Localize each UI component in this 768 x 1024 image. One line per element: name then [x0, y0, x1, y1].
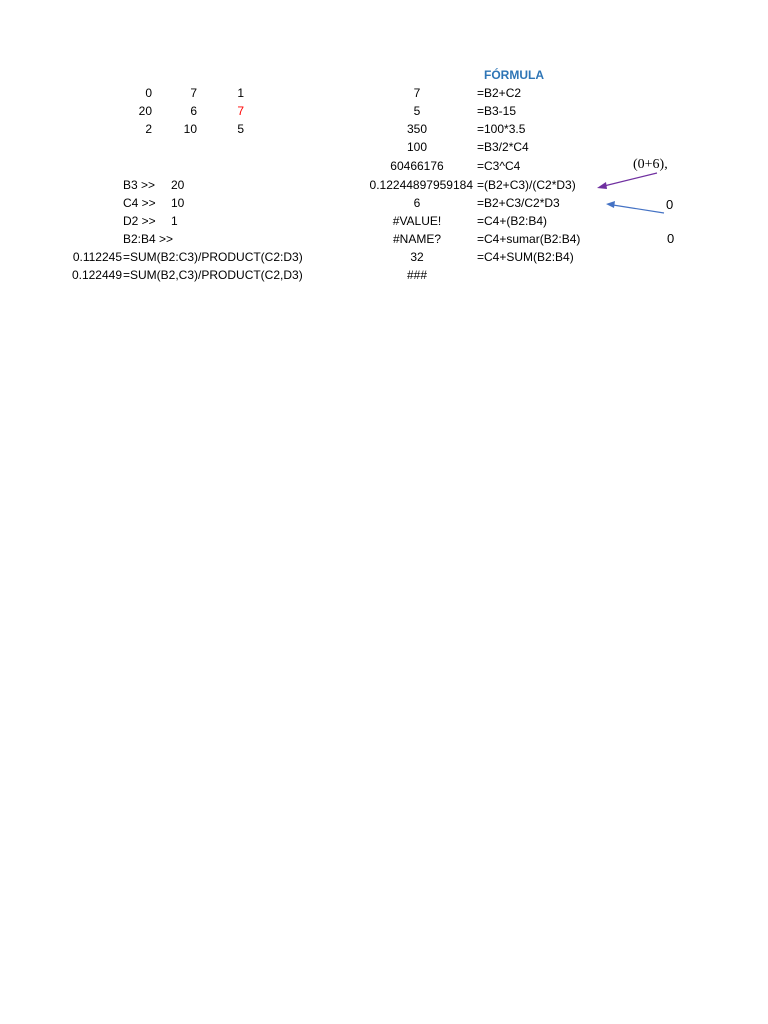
purple-arrowhead-icon	[597, 182, 607, 189]
formula-text-2[interactable]: =B3-15	[477, 104, 517, 118]
grid-cell-d2[interactable]: 1	[237, 86, 244, 100]
grid-cell-c4[interactable]: 10	[183, 122, 197, 136]
ref-label-b3[interactable]: B3 >>	[123, 178, 156, 192]
result-cell-7[interactable]: 6	[413, 196, 421, 210]
grid-cell-b2[interactable]: 0	[145, 86, 152, 100]
formula-text-10[interactable]: =C4+SUM(B2:B4)	[477, 250, 574, 264]
sum-result-1[interactable]: 0.112245	[72, 250, 122, 264]
ref-label-d2[interactable]: D2 >>	[123, 214, 156, 228]
formula-text-7[interactable]: =B2+C3/C2*D3	[477, 196, 560, 210]
ref-label-c4[interactable]: C4 >>	[123, 196, 156, 210]
grid-cell-c2[interactable]: 7	[190, 86, 197, 100]
grid-cell-d3[interactable]: 7	[237, 104, 244, 118]
result-cell-4[interactable]: 100	[406, 140, 428, 154]
result-cell-6[interactable]: 0.12244897959184	[369, 178, 473, 192]
formula-text-3[interactable]: =100*3.5	[477, 122, 526, 136]
result-cell-11[interactable]: ###	[406, 268, 428, 282]
result-cell-3[interactable]: 350	[406, 122, 428, 136]
sum-formula-1[interactable]: =SUM(B2:C3)/PRODUCT(C2:D3)	[123, 250, 303, 264]
formula-text-1[interactable]: =B2+C2	[477, 86, 522, 100]
purple-arrow-line	[604, 173, 657, 186]
result-cell-10[interactable]: 32	[410, 250, 424, 264]
ref-label-b2b4[interactable]: B2:B4 >>	[123, 232, 174, 246]
result-cell-9[interactable]: #NAME?	[392, 232, 442, 246]
blue-arrowhead-icon	[606, 201, 615, 208]
sum-formula-2[interactable]: =SUM(B2,C3)/PRODUCT(C2,D3)	[123, 268, 303, 282]
note-zero-1: 0	[666, 197, 674, 212]
ref-value-b3[interactable]: 20	[171, 178, 185, 192]
grid-cell-b4[interactable]: 2	[145, 122, 152, 136]
grid-cell-c3[interactable]: 6	[190, 104, 197, 118]
note-expression: (0+6),	[633, 157, 668, 172]
formula-text-9[interactable]: =C4+sumar(B2:B4)	[477, 232, 581, 246]
note-zero-2: 0	[667, 231, 675, 246]
ref-value-d2[interactable]: 1	[171, 214, 178, 228]
formula-column-header[interactable]: FÓRMULA	[484, 68, 544, 82]
formula-text-4[interactable]: =B3/2*C4	[477, 140, 529, 154]
formula-text-8[interactable]: =C4+(B2:B4)	[477, 214, 548, 228]
ref-value-c4[interactable]: 10	[171, 196, 185, 210]
result-cell-1[interactable]: 7	[413, 86, 421, 100]
formula-text-5[interactable]: =C3^C4	[477, 159, 521, 173]
result-cell-8[interactable]: #VALUE!	[392, 214, 442, 228]
result-cell-2[interactable]: 5	[413, 104, 421, 118]
annotation-arrows	[0, 0, 768, 300]
result-cell-5[interactable]: 60466176	[390, 159, 444, 173]
sum-result-2[interactable]: 0.122449	[71, 268, 122, 282]
grid-cell-b3[interactable]: 20	[138, 104, 152, 118]
grid-cell-d4[interactable]: 5	[237, 122, 244, 136]
formula-text-6[interactable]: =(B2+C3)/(C2*D3)	[477, 178, 576, 192]
blue-arrow-line	[613, 205, 664, 213]
